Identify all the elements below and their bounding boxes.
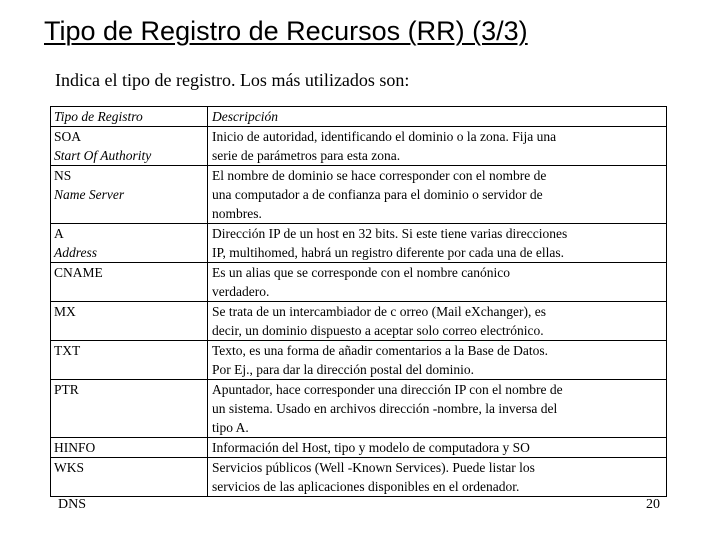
table-row <box>51 166 667 224</box>
intro-text: Indica el tipo de registro. Los más utilizados son: <box>55 70 410 90</box>
type-full-name: Start Of Authority <box>54 148 152 163</box>
type-cell <box>51 166 208 224</box>
type-cell <box>51 224 208 263</box>
type-cell <box>51 438 208 458</box>
slide-title: Tipo de Registro de Recursos (RR) (3/3) <box>44 16 528 46</box>
table-row <box>51 341 667 380</box>
description-cell <box>208 458 667 497</box>
type-cell <box>51 341 208 380</box>
description-line: Por Ej., para dar la dirección postal del dominio. <box>212 362 475 377</box>
type-code: A <box>54 226 64 241</box>
table-row <box>51 458 667 497</box>
table-row <box>51 302 667 341</box>
description-line: nombres. <box>212 206 262 221</box>
type-code: MX <box>54 304 76 319</box>
description-line: decir, un dominio dispuesto a aceptar solo correo electrónico. <box>212 323 544 338</box>
description-cell <box>208 224 667 263</box>
type-code: HINFO <box>54 440 96 455</box>
description-cell <box>208 166 667 224</box>
description-cell <box>208 302 667 341</box>
type-full-name: Name Server <box>54 187 125 202</box>
type-code: PTR <box>54 382 79 397</box>
footer-topic: DNS <box>58 497 87 512</box>
description-line: un sistema. Usado en archivos dirección -nombre, la inversa del <box>212 401 558 416</box>
description-line: Servicios públicos (Well -Known Services). Puede listar los <box>212 460 535 475</box>
header-description: Descripción <box>208 107 667 127</box>
table-header-row <box>51 107 667 127</box>
description-cell <box>208 438 667 458</box>
type-code: NS <box>54 168 72 183</box>
description-line: Dirección IP de un host en 32 bits. Si este tiene varias direcciones <box>212 226 568 241</box>
description-line: Texto, es una forma de añadir comentarios a la Base de Datos. <box>212 343 549 358</box>
type-code: TXT <box>54 343 81 358</box>
description-line: Información del Host, tipo y modelo de computadora y SO <box>212 440 530 455</box>
type-full-name: Address <box>54 245 97 260</box>
description-line: Es un alias que se corresponde con el nombre canónico <box>212 265 511 280</box>
rr-types-table <box>50 106 667 497</box>
description-line: Se trata de un intercambiador de c orreo (Mail eXchanger), es <box>212 304 546 319</box>
type-cell <box>51 127 208 166</box>
table-row <box>51 127 667 166</box>
description-line: El nombre de dominio se hace corresponder con el nombre de <box>212 168 547 183</box>
type-code: SOA <box>54 129 82 144</box>
type-code: WKS <box>54 460 84 475</box>
description-line: Inicio de autoridad, identificando el dominio o la zona. Fija una <box>212 129 557 144</box>
description-line: verdadero. <box>212 284 270 299</box>
page-number: 20 <box>646 497 660 512</box>
table-row <box>51 438 667 458</box>
description-line: tipo A. <box>212 420 249 435</box>
type-cell <box>51 263 208 302</box>
description-line: servicios de las aplicaciones disponibles en el ordenador. <box>212 479 520 494</box>
description-line: una computador a de confianza para el dominio o servidor de <box>212 187 543 202</box>
header-type: Tipo de Registro <box>51 107 208 127</box>
description-cell <box>208 341 667 380</box>
type-cell <box>51 380 208 438</box>
description-cell <box>208 380 667 438</box>
description-line: IP, multihomed, habrá un registro diferente por cada una de ellas. <box>212 245 565 260</box>
type-cell <box>51 458 208 497</box>
table-row <box>51 224 667 263</box>
description-line: Apuntador, hace corresponder una dirección IP con el nombre de <box>212 382 563 397</box>
description-line: serie de parámetros para esta zona. <box>212 148 401 163</box>
type-code: CNAME <box>54 265 103 280</box>
type-cell <box>51 302 208 341</box>
table-row <box>51 380 667 438</box>
description-cell <box>208 127 667 166</box>
table-row <box>51 263 667 302</box>
description-cell <box>208 263 667 302</box>
